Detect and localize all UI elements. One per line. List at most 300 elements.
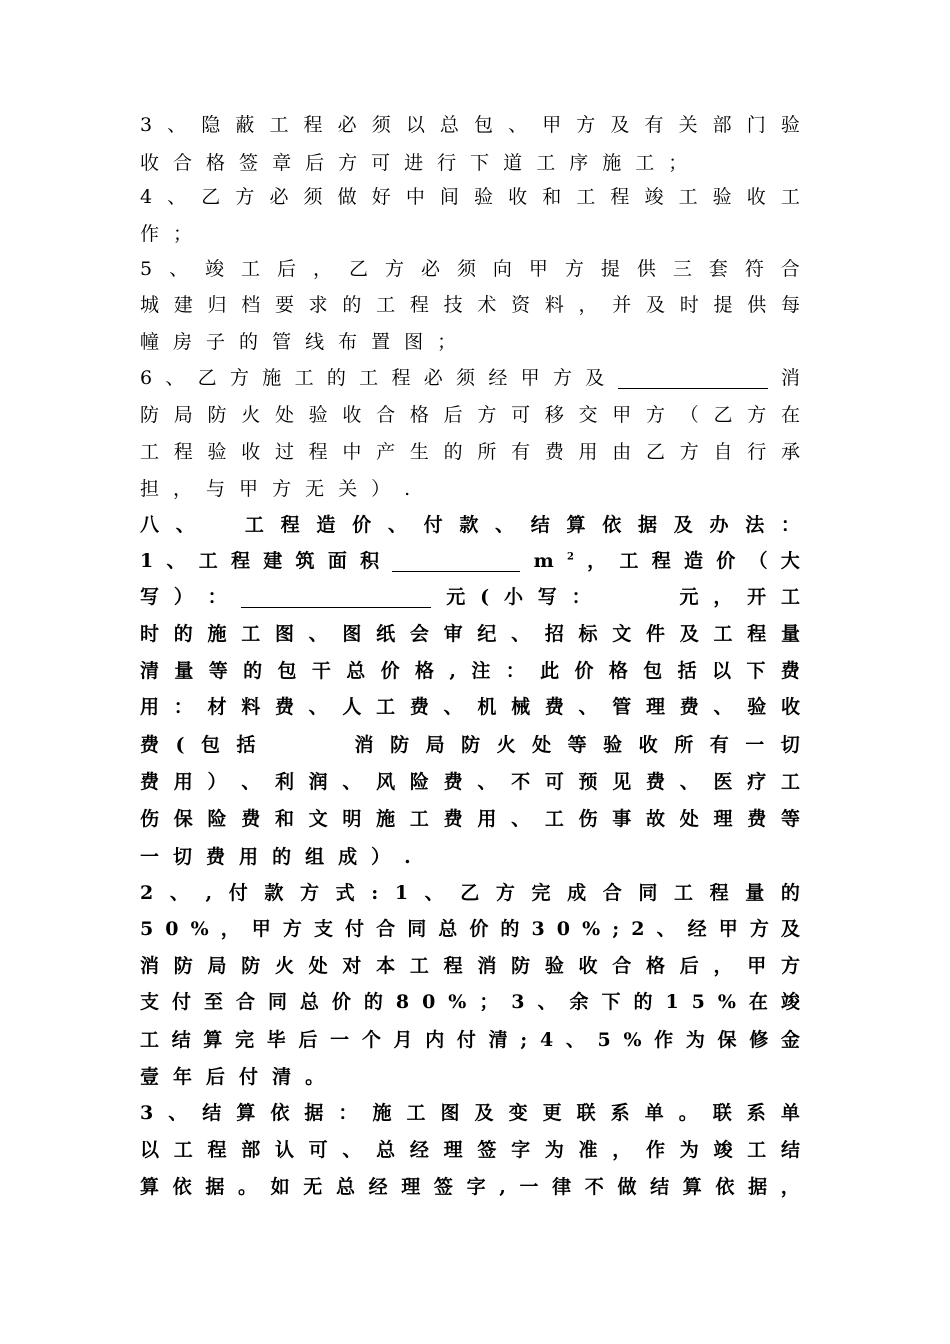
text-char: 符	[744, 258, 764, 280]
text-char: 作	[646, 1139, 666, 1161]
text-char: 工	[376, 294, 396, 316]
text-char: 门	[746, 114, 766, 136]
text-char: 、	[167, 186, 187, 208]
text-char: 在	[748, 991, 768, 1013]
text-char: 用	[140, 696, 160, 718]
text-char: 联	[712, 1102, 732, 1124]
text-char: 道	[503, 152, 523, 174]
text-char: 据	[304, 1102, 324, 1124]
text-char: 工	[674, 882, 694, 904]
text-char: 生	[409, 441, 429, 463]
text-char: %	[582, 918, 601, 940]
text-char: 款	[459, 514, 479, 536]
text-char: 算	[682, 1176, 702, 1198]
text-char: 向	[492, 258, 512, 280]
text-line	[140, 110, 800, 140]
text-char: 处	[679, 808, 699, 830]
text-char: 和	[542, 186, 562, 208]
text-char: 方	[282, 918, 302, 940]
text-char: 1	[665, 991, 679, 1013]
text-char: 并	[612, 294, 632, 316]
text-char: 工	[747, 1139, 767, 1161]
text-char: 火	[496, 734, 516, 756]
text-line	[140, 951, 800, 981]
text-char: 结	[530, 514, 550, 536]
text-char: 的	[500, 918, 520, 940]
text-char: 费	[544, 441, 564, 463]
text-char: 甲	[747, 955, 767, 977]
text-char: 建	[263, 550, 283, 572]
text-char: 用	[578, 441, 598, 463]
text-char: 经	[368, 1176, 388, 1198]
text-line	[140, 437, 800, 467]
text-char: 不	[584, 1176, 604, 1198]
text-char: 必	[423, 367, 443, 389]
text-char: 元	[446, 586, 466, 608]
text-char: 作	[140, 223, 160, 245]
text-char: 以	[405, 114, 425, 136]
text-char: 布	[338, 331, 358, 353]
text-char: 费	[443, 808, 463, 830]
text-char: 此	[540, 660, 560, 682]
text-char: 工	[244, 514, 264, 536]
text-char: 部	[241, 1139, 261, 1161]
text-char: 有	[644, 114, 664, 136]
text-char: 甲	[251, 918, 271, 940]
text-char: 开	[747, 586, 767, 608]
text-char: 修	[749, 1029, 769, 1051]
text-char: 大	[780, 550, 800, 572]
text-char: 可	[308, 1139, 328, 1161]
text-char: 等	[208, 660, 228, 682]
text-char: ，	[578, 294, 598, 316]
text-char: 算	[203, 1029, 223, 1051]
text-char: ）	[173, 586, 193, 608]
text-char: 件	[646, 623, 666, 645]
text-line	[140, 400, 800, 430]
text-char: 0	[165, 918, 179, 940]
text-char: 收	[342, 404, 362, 426]
text-char: 图	[274, 623, 294, 645]
text-char: 理	[713, 808, 733, 830]
text-char: 施	[207, 623, 227, 645]
text-char: 工	[635, 152, 655, 174]
text-char: 与	[206, 478, 226, 500]
text-char: 防	[173, 955, 193, 977]
text-char: 乙	[646, 441, 666, 463]
text-char: 8	[395, 991, 410, 1013]
text-char: 清	[140, 660, 160, 682]
text-char: 料	[544, 294, 564, 316]
text-char: 部	[712, 114, 732, 136]
text-char: 验	[544, 955, 564, 977]
text-char: 3	[511, 991, 525, 1013]
text-char: 交	[578, 404, 598, 426]
text-char: 收	[746, 186, 766, 208]
text-char: 价	[469, 918, 489, 940]
text-char: 注	[471, 660, 491, 682]
text-char: 程	[173, 441, 193, 463]
text-line	[140, 219, 800, 249]
text-char: 管	[612, 696, 632, 718]
text-char: 程	[443, 955, 463, 977]
text-char: ,	[205, 882, 213, 904]
text-char: 收	[508, 186, 528, 208]
text-char: 时	[140, 623, 160, 645]
text-char: 用	[477, 808, 497, 830]
text-char: 甲	[528, 258, 548, 280]
text-char: 格	[646, 955, 666, 977]
text-char: 工	[241, 258, 261, 280]
text-line	[140, 510, 800, 540]
text-char: 造	[316, 514, 336, 536]
text-char: 乙	[197, 367, 217, 389]
text-char: 竣	[205, 258, 225, 280]
text-char: 付	[345, 918, 365, 940]
text-char: 同	[267, 991, 287, 1013]
text-char: 方	[749, 918, 769, 940]
text-char: 验	[207, 441, 227, 463]
text-char: 工	[536, 152, 556, 174]
text-char: .	[404, 846, 411, 868]
text-char: ,	[499, 1176, 506, 1198]
text-char: 4	[539, 1029, 554, 1051]
text-char: 对	[342, 955, 362, 977]
text-char: 自	[713, 441, 733, 463]
text-char: 甲	[239, 478, 259, 500]
text-char: 合	[235, 991, 255, 1013]
text-char: ，	[713, 586, 733, 608]
text-char: 招	[544, 623, 564, 645]
text-char: 防	[241, 955, 261, 977]
text-char: 必	[269, 186, 289, 208]
text-char: 结	[202, 1102, 222, 1124]
text-char: 筑	[295, 550, 315, 572]
text-char: 隐	[201, 114, 221, 136]
text-char: 干	[311, 660, 331, 682]
text-char: 甲	[718, 918, 738, 940]
text-char: 包	[201, 734, 221, 756]
text-char: 程	[308, 441, 328, 463]
text-char: ；	[437, 331, 457, 353]
text-char: 提	[713, 294, 733, 316]
text-char: 方	[646, 404, 666, 426]
text-char: 的	[272, 846, 292, 868]
text-char: .	[404, 478, 411, 500]
text-char: ：	[338, 1102, 358, 1124]
text-char: 依	[602, 514, 622, 536]
text-char: 后	[298, 1029, 318, 1051]
text-char: 归	[207, 294, 227, 316]
text-char: 理	[401, 1176, 421, 1198]
text-char: 供	[747, 294, 767, 316]
text-char: 、	[495, 514, 515, 536]
text-char: 后	[305, 152, 325, 174]
text-char: 总	[346, 660, 366, 682]
text-char: 费	[206, 846, 226, 868]
text-char: ：	[173, 696, 193, 718]
text-char: 金	[780, 1029, 800, 1051]
text-char: 为	[685, 1029, 705, 1051]
text-char: 价	[352, 514, 372, 536]
text-char: 竣	[780, 991, 800, 1013]
text-char: 材	[207, 696, 227, 718]
text-char: 结	[650, 1176, 670, 1198]
text-char: 和	[274, 808, 294, 830]
text-char: 过	[274, 441, 294, 463]
text-char: 有	[511, 441, 531, 463]
text-char: 理	[443, 1139, 463, 1161]
text-char: 一	[519, 1176, 539, 1198]
text-line	[140, 474, 800, 504]
text-char: 包	[277, 660, 297, 682]
text-line	[140, 730, 800, 760]
text-char: 3	[140, 1102, 154, 1124]
text-char: 至	[203, 991, 223, 1013]
text-line	[140, 1025, 800, 1055]
text-char: 事	[612, 808, 632, 830]
text-char: 签	[477, 1139, 497, 1161]
text-char: 写	[140, 586, 160, 608]
text-char: 机	[477, 696, 497, 718]
text-char: 好	[371, 186, 391, 208]
text-char: 、	[713, 696, 733, 718]
text-char: 下	[746, 660, 766, 682]
text-char: 子	[206, 331, 226, 353]
text-char: 械	[511, 696, 531, 718]
text-char: 合	[612, 955, 632, 977]
text-char: 依	[715, 1176, 735, 1198]
text-char: 程	[409, 294, 429, 316]
text-char: 须	[303, 186, 323, 208]
text-char: 内	[425, 1029, 445, 1051]
text-char: 后	[679, 955, 699, 977]
text-char: 每	[780, 294, 800, 316]
text-char: 单	[644, 1102, 664, 1124]
text-char: 括	[236, 734, 256, 756]
text-char: %	[717, 991, 736, 1013]
text-char: 括	[677, 660, 697, 682]
text-char: 及	[673, 514, 693, 536]
text-char: ，	[780, 1176, 800, 1198]
text-char: ：	[207, 586, 227, 608]
text-char: 付	[423, 514, 443, 536]
text-char: 工	[780, 586, 800, 608]
text-char: 局	[207, 955, 227, 977]
text-char: 提	[600, 258, 620, 280]
text-char: ；	[479, 991, 499, 1013]
text-char: 个	[361, 1029, 381, 1051]
text-char: 费	[241, 808, 261, 830]
text-char: 关	[678, 114, 698, 136]
text-char: ）	[371, 846, 391, 868]
text-char: 收	[638, 734, 658, 756]
text-char: 见	[612, 771, 632, 793]
text-char: 本	[376, 955, 396, 977]
text-char: 方	[780, 955, 800, 977]
text-char: 会	[409, 623, 429, 645]
text-char: 文	[612, 623, 632, 645]
text-char: 积	[360, 550, 380, 572]
text-char: 要	[274, 294, 294, 316]
text-char: 预	[578, 771, 598, 793]
text-char: 无	[303, 1176, 323, 1198]
text-char: 、	[511, 808, 531, 830]
text-line	[140, 767, 800, 797]
text-char: 系	[746, 1102, 766, 1124]
text-char: 、	[443, 696, 463, 718]
text-char: ；	[668, 152, 688, 174]
text-char: 变	[508, 1102, 528, 1124]
text-char: 同	[638, 882, 658, 904]
text-char: 方	[229, 367, 249, 389]
text-line	[140, 1062, 800, 1092]
fill-in-blank[interactable]	[241, 587, 431, 608]
text-char: 须	[456, 258, 476, 280]
text-char: 。	[678, 1102, 698, 1124]
text-char: 工	[198, 550, 218, 572]
text-char: 总	[335, 1176, 355, 1198]
text-line	[140, 804, 800, 834]
text-char: 验	[747, 696, 767, 718]
text-char: 程	[391, 367, 411, 389]
text-char: 局	[173, 404, 193, 426]
text-char: 的	[326, 367, 346, 389]
text-char: 施	[262, 367, 282, 389]
text-char: 单	[780, 1102, 800, 1124]
text-char: 工	[780, 186, 800, 208]
text-char: 更	[542, 1102, 562, 1124]
text-char: 施	[602, 152, 622, 174]
text-char: 后	[206, 1066, 226, 1088]
text-char: 进	[404, 152, 424, 174]
text-char: 程	[651, 550, 671, 572]
text-char: 用	[239, 846, 259, 868]
text-char: 用	[173, 771, 193, 793]
text-char: 切	[780, 734, 800, 756]
text-char: 字	[511, 1139, 531, 1161]
text-char: 技	[443, 294, 463, 316]
text-char: 费	[780, 660, 800, 682]
text-char: 总	[438, 918, 458, 940]
text-char: 结	[171, 1029, 191, 1051]
text-char: 造	[683, 550, 703, 572]
text-char: 在	[780, 404, 800, 426]
text-char: :	[371, 882, 379, 904]
text-char: 总	[299, 991, 319, 1013]
text-char: 移	[544, 404, 564, 426]
text-char: 审	[443, 623, 463, 645]
text-char: 中	[405, 186, 425, 208]
text-char: ）	[371, 478, 391, 500]
text-char: 不	[511, 771, 531, 793]
text-char: 的	[239, 331, 259, 353]
text-char: 及	[585, 367, 605, 389]
text-char: 、	[165, 367, 185, 389]
text-char: 方	[272, 478, 292, 500]
text-char: 字	[466, 1176, 486, 1198]
text-char: 处	[274, 404, 294, 426]
fill-in-blank[interactable]	[618, 368, 768, 389]
text-char: 的	[780, 882, 800, 904]
text-char: 如	[270, 1176, 290, 1198]
text-char: 及	[780, 918, 800, 940]
text-char: 同	[407, 918, 427, 940]
text-char: 理	[646, 696, 666, 718]
text-char: 工	[678, 186, 698, 208]
text-char: 八	[140, 514, 160, 536]
text-char: 6	[140, 367, 153, 389]
text-char: 险	[409, 771, 429, 793]
text-char: ：	[780, 514, 800, 536]
text-char: 收	[780, 696, 800, 718]
text-char: 方	[552, 367, 572, 389]
text-char: 由	[612, 441, 632, 463]
text-char: 工	[409, 808, 429, 830]
text-char: 为	[679, 1139, 699, 1161]
text-char: 消	[354, 734, 374, 756]
text-char: 算	[566, 514, 586, 536]
text-char: 必	[420, 258, 440, 280]
text-char: ;	[520, 1029, 528, 1051]
text-char: 格	[415, 660, 435, 682]
text-char: 合	[376, 918, 396, 940]
text-char: 格	[206, 152, 226, 174]
text-char: 建	[173, 294, 193, 316]
text-char: 保	[717, 1029, 737, 1051]
text-char: 、	[656, 918, 676, 940]
text-char: 的	[173, 623, 193, 645]
text-char: 签	[433, 1176, 453, 1198]
fill-in-blank[interactable]	[392, 551, 520, 572]
text-char: 方	[477, 404, 497, 426]
text-char: 图	[404, 331, 424, 353]
text-char: %	[448, 991, 467, 1013]
text-char: 费	[140, 734, 160, 756]
text-line	[140, 842, 800, 872]
text-char: 有	[709, 734, 729, 756]
text-char: 三	[672, 258, 692, 280]
text-char: 合	[173, 152, 193, 174]
text-char: ，	[173, 478, 193, 500]
text-char: 系	[610, 1102, 630, 1124]
text-char: 验	[474, 186, 494, 208]
text-char: 人	[342, 696, 362, 718]
text-char: 产	[376, 441, 396, 463]
text-line	[140, 656, 800, 686]
text-char: 行	[747, 441, 767, 463]
text-char: %	[623, 1029, 642, 1051]
text-line	[140, 878, 800, 908]
text-char: (	[175, 734, 185, 756]
text-char: 、	[308, 623, 328, 645]
text-char: 付	[239, 1066, 259, 1088]
text-char: 中	[342, 441, 362, 463]
text-char: 利	[274, 771, 294, 793]
text-char: 4	[140, 186, 153, 208]
text-char: 5	[140, 918, 154, 940]
text-char: 风	[376, 771, 396, 793]
text-char: ；	[173, 223, 193, 245]
text-line	[140, 363, 800, 393]
text-char: 格	[409, 404, 429, 426]
text-char: 工	[269, 114, 289, 136]
text-char: 工	[406, 1102, 426, 1124]
text-char: 2	[631, 918, 645, 940]
text-char: 的	[633, 991, 653, 1013]
text-char: 经	[488, 367, 508, 389]
text-char: 组	[305, 846, 325, 868]
